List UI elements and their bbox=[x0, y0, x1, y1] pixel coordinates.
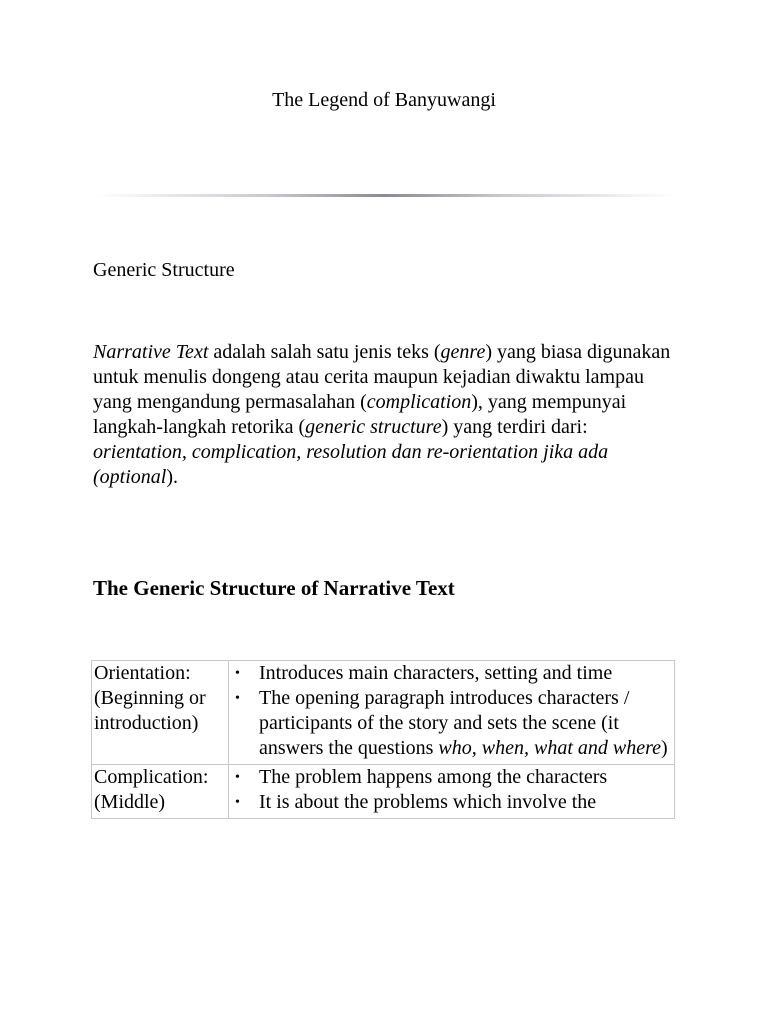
list-item: • It is about the problems which involve the bbox=[231, 790, 672, 815]
term-structure-list: orientation, complication, resolution dan re-orientation jika ada (optional bbox=[93, 441, 609, 488]
table-row bbox=[92, 765, 675, 819]
section-subtitle: Generic Structure bbox=[93, 259, 235, 281]
list-item: • Introduces main characters, setting and time bbox=[231, 661, 672, 686]
paragraph-text: ). bbox=[166, 466, 179, 488]
table-row bbox=[92, 661, 675, 765]
section-heading: The Generic Structure of Narrative Text bbox=[93, 576, 455, 600]
list-item-italic: who, when, what and where bbox=[438, 737, 662, 759]
document-title: The Legend of Banyuwangi bbox=[272, 89, 496, 111]
paragraph-text: ) yang biasa digunakan untuk menulis dongeng atau cerita maupun kejadian diwaktu lampau yang mengandung permasalahan ( bbox=[93, 341, 671, 413]
structure-table bbox=[91, 660, 675, 819]
row-label: Complication: (Middle) bbox=[92, 765, 229, 819]
term-generic-structure: generic structure bbox=[305, 416, 442, 438]
paragraph-text: ) yang terdiri dari: bbox=[441, 416, 588, 438]
term-genre: genre bbox=[440, 341, 486, 363]
list-item-text: The opening paragraph introduces characters / participants of the story and sets the scene (it answers the questions bbox=[259, 687, 630, 759]
bullet-list bbox=[231, 765, 672, 815]
paragraph-text: ), yang mempunyai langkah-langkah retorika ( bbox=[93, 391, 627, 438]
list-item-text: ) bbox=[661, 737, 668, 759]
term-complication: complication bbox=[366, 391, 472, 413]
horizontal-divider bbox=[95, 194, 675, 197]
list-item: • The problem happens among the characters bbox=[231, 765, 672, 790]
list-item bbox=[231, 686, 672, 761]
paragraph-text: adalah salah satu jenis teks ( bbox=[208, 341, 441, 363]
row-content bbox=[229, 661, 675, 765]
row-label: Orientation: (Beginning or introduction) bbox=[92, 661, 229, 765]
intro-paragraph bbox=[93, 340, 683, 490]
bullet-list bbox=[231, 661, 672, 761]
term-narrative-text: Narrative Text bbox=[93, 341, 209, 363]
row-content bbox=[229, 765, 675, 819]
